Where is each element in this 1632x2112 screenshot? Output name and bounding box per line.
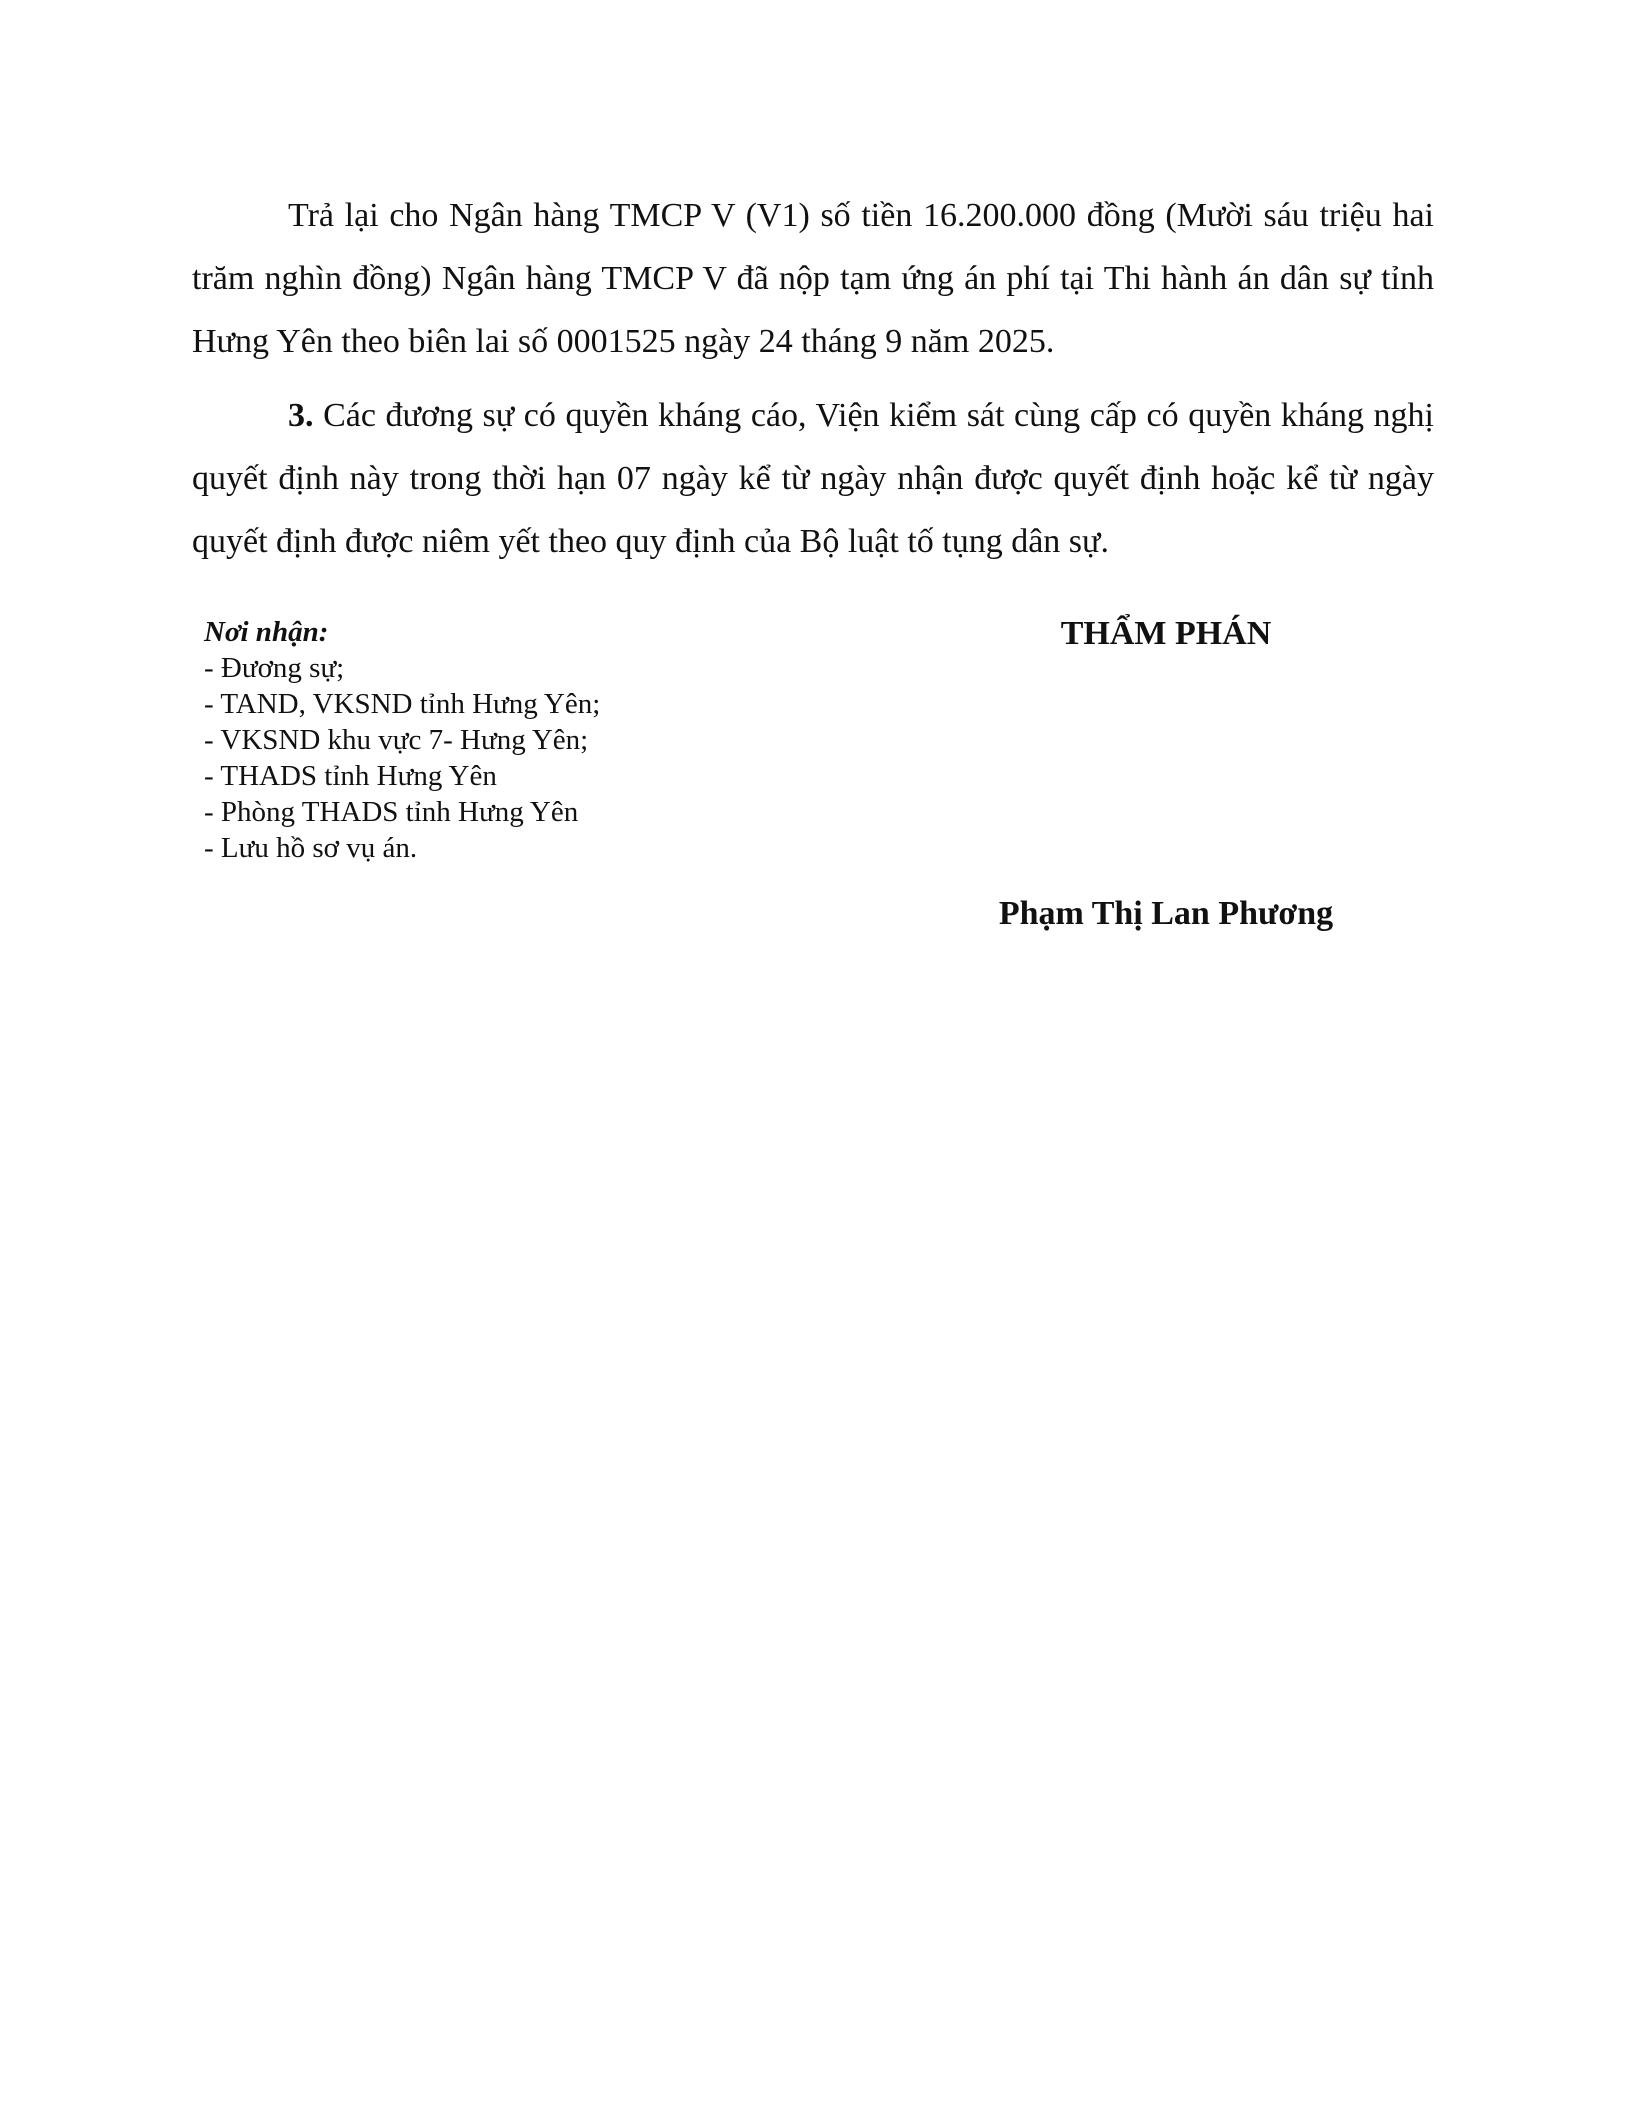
recipient-item: - Phòng THADS tỉnh Hưng Yên bbox=[204, 796, 579, 828]
paragraph-number: 3. bbox=[288, 397, 314, 434]
recipient-item: - VKSND khu vực 7- Hưng Yên; bbox=[204, 724, 589, 756]
recipients-block bbox=[204, 614, 824, 866]
signer-name: Phạm Thị Lan Phương bbox=[998, 895, 1334, 932]
paragraph-appeal-rights bbox=[192, 384, 1434, 573]
recipients-list bbox=[204, 650, 824, 866]
recipient-item: - Lưu hồ sơ vụ án. bbox=[204, 832, 418, 864]
signer-title: THẨM PHÁN bbox=[1060, 615, 1272, 652]
signature-block bbox=[946, 612, 1386, 932]
paragraph-appeal-text: Các đương sự có quyền kháng cáo, Viện kiểm sát cùng cấp có quyền kháng nghị quyết định này trong thời hạn 07 ngày kể từ ngày nhận được quyết định hoặc kể từ ngày quyết định được niêm yết theo quy định của Bộ luật tố tụng dân sự. bbox=[192, 397, 1434, 560]
recipient-item: - TAND, VKSND tỉnh Hưng Yên; bbox=[204, 688, 601, 720]
paragraph-refund bbox=[192, 184, 1434, 373]
recipient-item: - THADS tỉnh Hưng Yên bbox=[204, 760, 497, 792]
recipient-item: - Đương sự; bbox=[204, 652, 345, 684]
recipients-heading: Nơi nhận: bbox=[204, 616, 329, 648]
paragraph-refund-text: Trả lại cho Ngân hàng TMCP V (V1) số tiền 16.200.000 đồng (Mười sáu triệu hai trăm nghìn đồng) Ngân hàng TMCP V đã nộp tạm ứng án phí tại Thi hành án dân sự tỉnh Hưng Yên theo biên lai số 0001525 ngày 24 tháng 9 năm 2025. bbox=[192, 197, 1434, 360]
document-body bbox=[192, 184, 1434, 584]
